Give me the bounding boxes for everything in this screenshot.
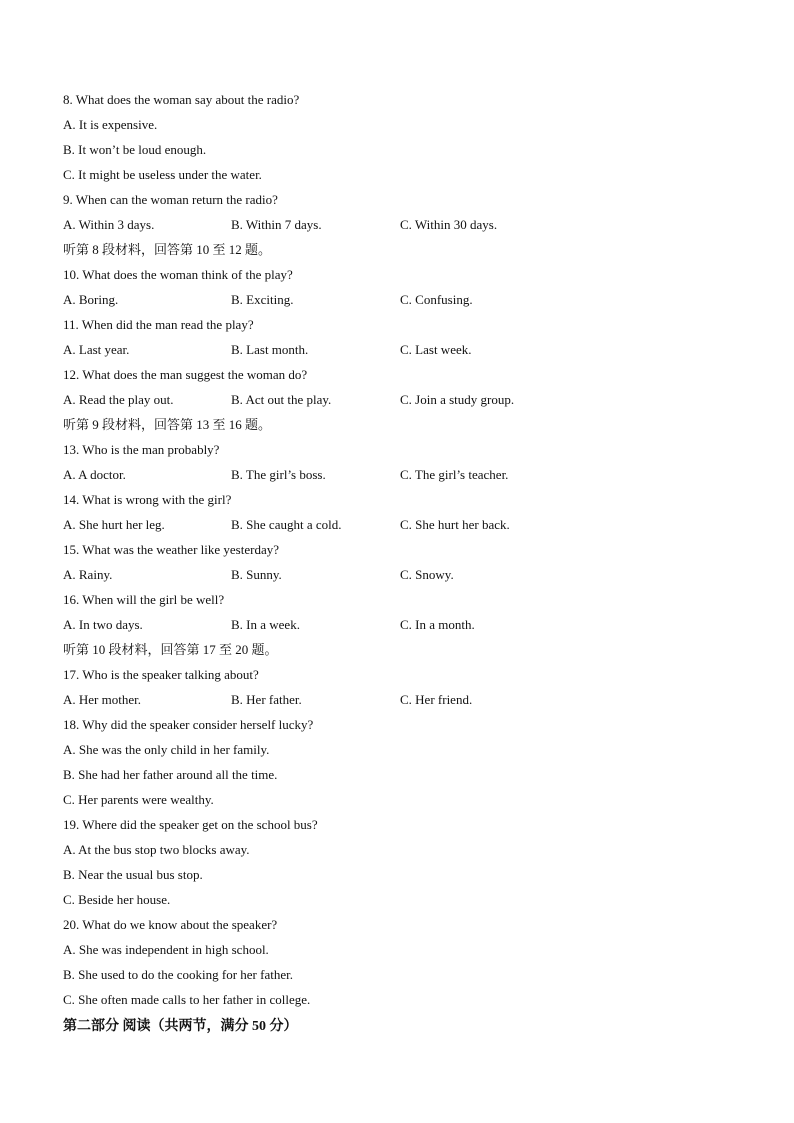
option-line: B. She had her father around all the time. — [63, 767, 278, 782]
option-line: B. She used to do the cooking for her father. — [63, 967, 293, 982]
options-row — [63, 340, 743, 365]
option-line: A. It is expensive. — [63, 117, 158, 132]
option-c: C. Her friend. — [400, 692, 473, 707]
option-line: A. She was the only child in her family. — [63, 742, 270, 757]
option-a: A. Her mother. — [63, 692, 141, 707]
option-a: A. She hurt her leg. — [63, 517, 165, 532]
option-a: A. Last year. — [63, 342, 130, 357]
question: 16. When will the girl be well? — [63, 592, 225, 607]
question: 19. Where did the speaker get on the school bus? — [63, 817, 318, 832]
options-row — [63, 465, 743, 490]
question: 8. What does the woman say about the radio? — [63, 92, 300, 107]
option-c: C. In a month. — [400, 617, 475, 632]
option-a: A. Within 3 days. — [63, 217, 155, 232]
question: 14. What is wrong with the girl? — [63, 492, 232, 507]
instruction: 听第 9 段材料，回答第 13 至 16 题。 — [63, 417, 272, 432]
option-c: C. Last week. — [400, 342, 472, 357]
option-line: B. Near the usual bus stop. — [63, 867, 203, 882]
option-line: A. She was independent in high school. — [63, 942, 269, 957]
option-c: C. She hurt her back. — [400, 517, 510, 532]
question: 13. Who is the man probably? — [63, 442, 220, 457]
options-row — [63, 690, 743, 715]
options-row — [63, 515, 743, 540]
question: 11. When did the man read the play? — [63, 317, 254, 332]
option-c: C. Snowy. — [400, 567, 454, 582]
option-a: A. Boring. — [63, 292, 119, 307]
question: 18. Why did the speaker consider herself lucky? — [63, 717, 314, 732]
option-b: B. She caught a cold. — [231, 517, 342, 532]
option-c: C. Join a study group. — [400, 392, 515, 407]
option-b: B. Exciting. — [231, 292, 294, 307]
section-title: 第二部分 阅读（共两节，满分 50 分） — [63, 1019, 298, 1034]
instruction: 听第 8 段材料，回答第 10 至 12 题。 — [63, 242, 272, 257]
option-b: B. Her father. — [231, 692, 302, 707]
option-line: C. She often made calls to her father in college. — [63, 992, 311, 1007]
question: 9. When can the woman return the radio? — [63, 192, 278, 207]
option-c: C. The girl’s teacher. — [400, 467, 509, 482]
options-row — [63, 215, 743, 240]
question: 12. What does the man suggest the woman do? — [63, 367, 308, 382]
option-line: C. It might be useless under the water. — [63, 167, 262, 182]
option-b: B. Within 7 days. — [231, 217, 322, 232]
option-a: A. Rainy. — [63, 567, 113, 582]
options-row — [63, 615, 743, 640]
option-c: C. Confusing. — [400, 292, 473, 307]
option-line: A. At the bus stop two blocks away. — [63, 842, 250, 857]
option-a: A. In two days. — [63, 617, 143, 632]
options-row — [63, 290, 743, 315]
instruction: 听第 10 段材料，回答第 17 至 20 题。 — [63, 642, 278, 657]
option-b: B. Act out the play. — [231, 392, 332, 407]
option-line: C. Beside her house. — [63, 892, 171, 907]
option-c: C. Within 30 days. — [400, 217, 498, 232]
option-a: A. Read the play out. — [63, 392, 174, 407]
option-b: B. Last month. — [231, 342, 309, 357]
option-line: B. It won’t be loud enough. — [63, 142, 207, 157]
option-b: B. The girl’s boss. — [231, 467, 326, 482]
option-a: A. A doctor. — [63, 467, 126, 482]
question: 15. What was the weather like yesterday? — [63, 542, 279, 557]
option-line: C. Her parents were wealthy. — [63, 792, 214, 807]
exam-page — [63, 90, 743, 1042]
option-b: B. In a week. — [231, 617, 300, 632]
question: 20. What do we know about the speaker? — [63, 917, 278, 932]
option-b: B. Sunny. — [231, 567, 282, 582]
question: 17. Who is the speaker talking about? — [63, 667, 259, 682]
options-row — [63, 390, 743, 415]
options-row — [63, 565, 743, 590]
question: 10. What does the woman think of the play? — [63, 267, 293, 282]
